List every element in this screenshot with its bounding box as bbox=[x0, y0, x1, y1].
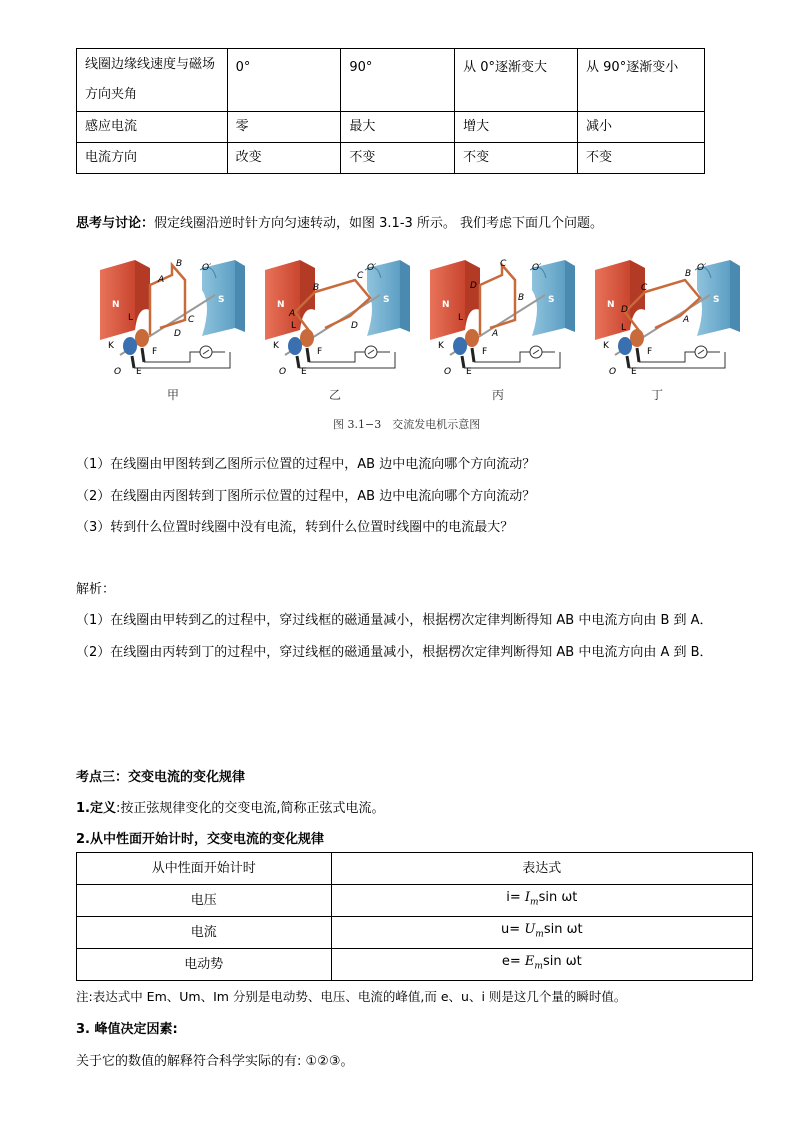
table-header: 从中性面开始计时 bbox=[77, 853, 332, 885]
generator-panel bbox=[595, 260, 740, 377]
table-row bbox=[77, 853, 753, 885]
question-3: （3）转到什么位置时线圈中没有电流，转到什么位置时线圈中的电流最大？ bbox=[76, 520, 514, 535]
svg-text:L: L bbox=[291, 321, 297, 331]
svg-text:B: B bbox=[313, 283, 320, 293]
svg-text:K: K bbox=[603, 341, 609, 351]
svg-text:C: C bbox=[641, 283, 648, 293]
svg-text:E: E bbox=[136, 367, 142, 377]
table-cell: 改变 bbox=[227, 143, 341, 174]
section-title: 考点三：交变电流的变化规律 bbox=[76, 770, 246, 785]
table-row bbox=[77, 885, 753, 917]
svg-text:O: O bbox=[444, 367, 452, 377]
table-cell: 电流方向 bbox=[77, 143, 228, 174]
table-row bbox=[77, 949, 753, 981]
generator-panel bbox=[430, 259, 575, 377]
formula-symbol: I bbox=[524, 890, 531, 906]
formula-prefix: e= bbox=[501, 954, 521, 970]
generator-figure bbox=[90, 250, 740, 380]
table-cell: 电压 bbox=[77, 885, 332, 917]
table-cell: 90° bbox=[341, 49, 455, 112]
svg-text:O′: O′ bbox=[202, 263, 212, 273]
formula-suffix: sin ωt bbox=[542, 954, 582, 970]
table-cell: 0° bbox=[227, 49, 341, 112]
svg-text:K: K bbox=[108, 341, 114, 351]
definition bbox=[76, 797, 385, 816]
formula-subscript: m bbox=[535, 929, 544, 940]
svg-text:E: E bbox=[466, 367, 472, 377]
svg-text:S: S bbox=[548, 295, 555, 305]
svg-text:E: E bbox=[301, 367, 307, 377]
table-cell bbox=[331, 885, 752, 917]
formula-table bbox=[76, 852, 753, 981]
svg-text:A: A bbox=[289, 309, 296, 319]
panel-label-jia: 甲 bbox=[167, 388, 180, 402]
svg-text:B: B bbox=[685, 269, 692, 279]
table-row bbox=[77, 49, 705, 112]
svg-text:O: O bbox=[609, 367, 617, 377]
svg-text:F: F bbox=[647, 347, 653, 357]
svg-text:O: O bbox=[279, 367, 287, 377]
table-cell: 不变 bbox=[578, 143, 705, 174]
formula-symbol: E bbox=[524, 954, 535, 970]
formula-suffix: sin ωt bbox=[538, 890, 578, 906]
discussion-label: 思考与讨论： bbox=[76, 216, 155, 231]
svg-text:A: A bbox=[158, 275, 165, 285]
subsection-title: 2.从中性面开始计时，交变电流的变化规律 bbox=[76, 832, 324, 847]
table-cell: 最大 bbox=[341, 112, 455, 143]
table-cell: 线圈边缘线速度与磁场方向夹角 bbox=[77, 49, 228, 112]
table-cell: 电动势 bbox=[77, 949, 332, 981]
table-cell: 零 bbox=[227, 112, 341, 143]
svg-text:C: C bbox=[500, 259, 507, 269]
note: 注:表达式中 Em、Um、Im 分别是电动势、电压、电流的峰值,而 e、u、i 则是这几个量的瞬时值。 bbox=[76, 989, 627, 1004]
formula-subscript: m bbox=[530, 897, 539, 908]
table-cell: 从 90°逐渐变小 bbox=[578, 49, 705, 112]
peak-text: 关于它的数值的解释符合科学实际的有: ①②③。 bbox=[76, 1054, 354, 1069]
table-cell: 减小 bbox=[578, 112, 705, 143]
question-2: （2）在线圈由丙图转到丁图所示位置的过程中，AB 边中电流向哪个方向流动？ bbox=[76, 489, 536, 504]
definition-label: 1.定义 bbox=[76, 801, 116, 816]
table-row bbox=[77, 143, 705, 174]
rotation-table bbox=[76, 48, 705, 174]
svg-text:A: A bbox=[683, 315, 690, 325]
generator-panel bbox=[100, 259, 245, 377]
svg-text:S: S bbox=[713, 295, 720, 305]
panel-label-bing: 丙 bbox=[492, 388, 505, 402]
svg-text:C: C bbox=[357, 271, 364, 281]
svg-text:N: N bbox=[607, 300, 615, 310]
svg-text:O: O bbox=[114, 367, 122, 377]
analysis-item-1: （1）在线圈由甲转到乙的过程中，穿过线框的磁通量减小，根据楞次定律判断得知 AB 中电流方向由 B 到 A． bbox=[76, 613, 713, 628]
formula-prefix: u= bbox=[501, 922, 521, 938]
svg-text:N: N bbox=[112, 300, 120, 310]
svg-text:F: F bbox=[317, 347, 323, 357]
svg-text:S: S bbox=[218, 295, 225, 305]
svg-text:N: N bbox=[442, 300, 450, 310]
discussion-paragraph bbox=[76, 212, 603, 231]
panel-label-ding: 丁 bbox=[651, 388, 664, 402]
svg-text:B: B bbox=[176, 259, 183, 269]
analysis-item-2: （2）在线圈由丙转到丁的过程中，穿过线框的磁通量减小，根据楞次定律判断得知 AB 中电流方向由 A 到 B． bbox=[76, 645, 713, 660]
svg-text:D: D bbox=[621, 305, 628, 315]
table-cell: 电流 bbox=[77, 917, 332, 949]
svg-text:L: L bbox=[621, 323, 627, 333]
svg-text:D: D bbox=[470, 281, 477, 291]
definition-text: :按正弦规律变化的交变电流,简称正弦式电流。 bbox=[115, 801, 385, 816]
svg-text:L: L bbox=[458, 313, 464, 323]
formula-suffix: sin ωt bbox=[543, 922, 583, 938]
peak-title: 3. 峰值决定因素: bbox=[76, 1022, 178, 1037]
panel-label-yi: 乙 bbox=[329, 388, 342, 402]
table-cell: 不变 bbox=[455, 143, 578, 174]
table-cell: 感应电流 bbox=[77, 112, 228, 143]
svg-text:D: D bbox=[351, 321, 358, 331]
svg-text:F: F bbox=[152, 347, 158, 357]
svg-text:B: B bbox=[518, 293, 525, 303]
figure-caption: 图 3.1−3 交流发电机示意图 bbox=[333, 418, 481, 431]
table-cell: 增大 bbox=[455, 112, 578, 143]
analysis-label: 解析： bbox=[76, 582, 116, 597]
formula-subscript: m bbox=[534, 961, 543, 972]
svg-text:K: K bbox=[273, 341, 279, 351]
svg-text:S: S bbox=[383, 295, 390, 305]
svg-text:E: E bbox=[631, 367, 637, 377]
svg-text:C: C bbox=[188, 315, 195, 325]
table-cell bbox=[331, 917, 752, 949]
svg-text:F: F bbox=[482, 347, 488, 357]
table-header: 表达式 bbox=[331, 853, 752, 885]
table-row bbox=[77, 112, 705, 143]
svg-text:A: A bbox=[492, 329, 499, 339]
svg-text:N: N bbox=[277, 300, 285, 310]
table-cell: 不变 bbox=[341, 143, 455, 174]
svg-text:O′: O′ bbox=[367, 263, 377, 273]
question-1: （1）在线圈由甲图转到乙图所示位置的过程中，AB 边中电流向哪个方向流动？ bbox=[76, 457, 536, 472]
table-row bbox=[77, 917, 753, 949]
svg-text:D: D bbox=[174, 329, 181, 339]
formula-prefix: i= bbox=[506, 890, 521, 906]
svg-text:K: K bbox=[438, 341, 444, 351]
discussion-text: 假定线圈沿逆时针方向匀速转动，如图 3.1-3 所示。 我们考虑下面几个问题。 bbox=[154, 216, 604, 231]
table-cell bbox=[331, 949, 752, 981]
table-cell: 从 0°逐渐变大 bbox=[455, 49, 578, 112]
svg-text:L: L bbox=[128, 313, 134, 323]
svg-text:O′: O′ bbox=[697, 263, 707, 273]
svg-text:O′: O′ bbox=[532, 263, 542, 273]
generator-panel bbox=[265, 260, 410, 377]
formula-symbol: U bbox=[524, 922, 536, 938]
